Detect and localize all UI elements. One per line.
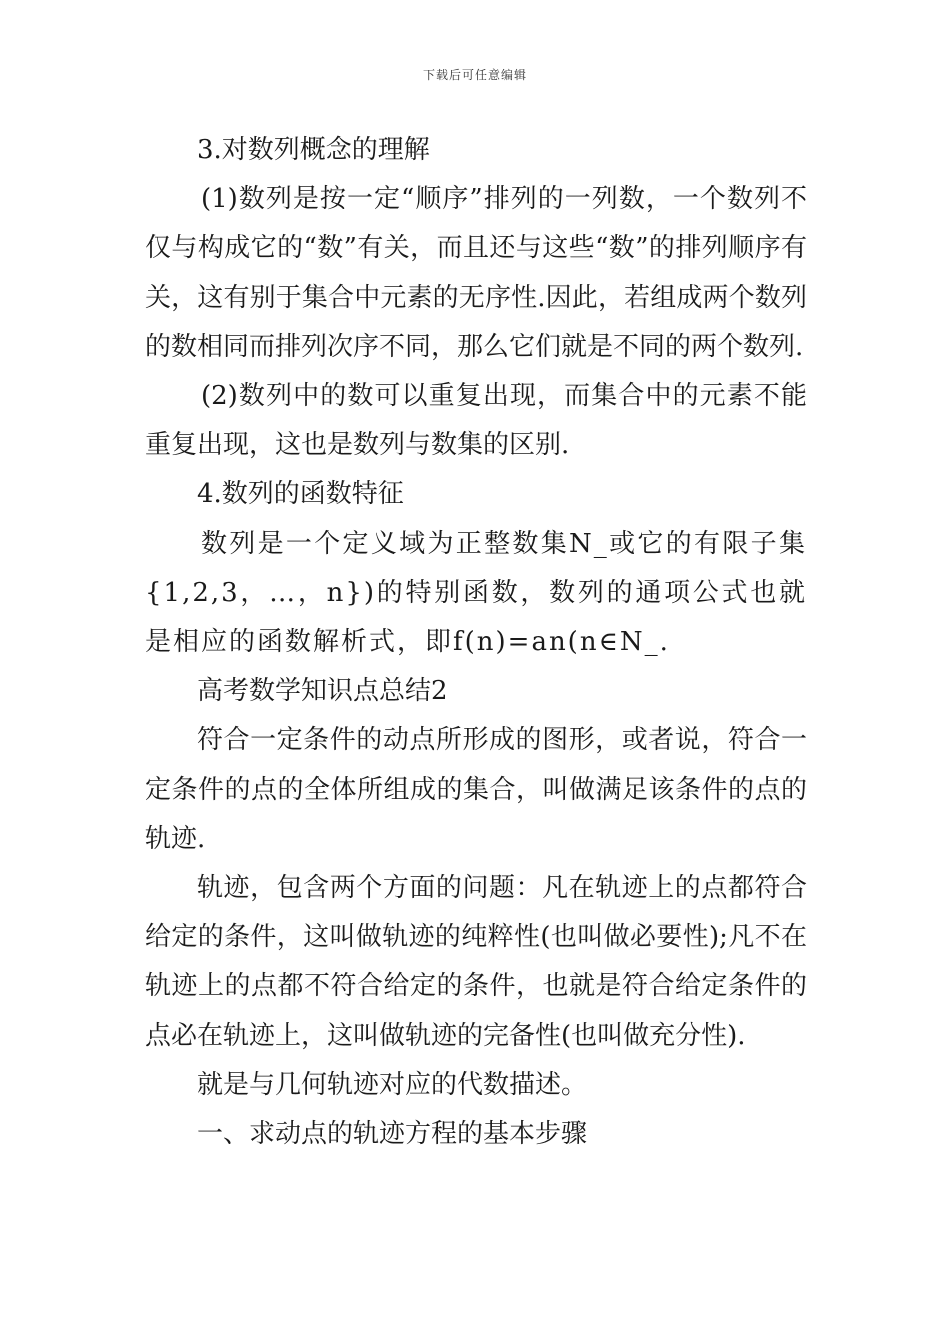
header-note: 下载后可任意编辑 xyxy=(422,68,527,82)
heading-locus-equation-steps: 一、求动点的轨迹方程的基本步骤 xyxy=(197,1119,588,1150)
heading-sequence-function: 4.数列的函数特征 xyxy=(197,479,404,510)
heading-summary-2: 高考数学知识点总结2 xyxy=(197,676,448,707)
paragraph-sequence-repeat: (2)数列中的数可以重复出现，而集合中的元素不能重复出现，这也是数列与数集的区别. xyxy=(145,381,807,461)
document-body xyxy=(145,126,807,1159)
heading-sequence-concept: 3.对数列概念的理解 xyxy=(197,135,430,165)
paragraph-sequence-order: (1)数列是按一定“顺序”排列的一列数，一个数列不仅与构成它的“数”有关，而且还与这些“数”的排列顺序有关，这有别于集合中元素的无序性.因此，若组成两个数列的数相同而排列次序不同，那么它们就是不同的两个数列. xyxy=(145,184,807,362)
paragraph-sequence-function: 数列是一个定义域为正整数集N_或它的有限子集{1,2,3，…，n})的特别函数，数列的通项公式也就是相应的函数解析式，即f(n)=an(n∈N_. xyxy=(145,528,807,658)
paragraph-algebraic-description: 就是与几何轨迹对应的代数描述。 xyxy=(197,1069,588,1100)
paragraph-locus-properties: 轨迹，包含两个方面的问题：凡在轨迹上的点都符合给定的条件，这叫做轨迹的纯粹性(也叫做必要性);凡不在轨迹上的点都不符合给定的条件，也就是符合给定条件的点必在轨迹上，这叫做轨迹的完备性(也叫做充分性). xyxy=(145,873,807,1051)
paragraph-locus-definition: 符合一定条件的动点所形成的图形，或者说，符合一定条件的点的全体所组成的集合，叫做满足该条件的点的轨迹. xyxy=(145,725,807,854)
